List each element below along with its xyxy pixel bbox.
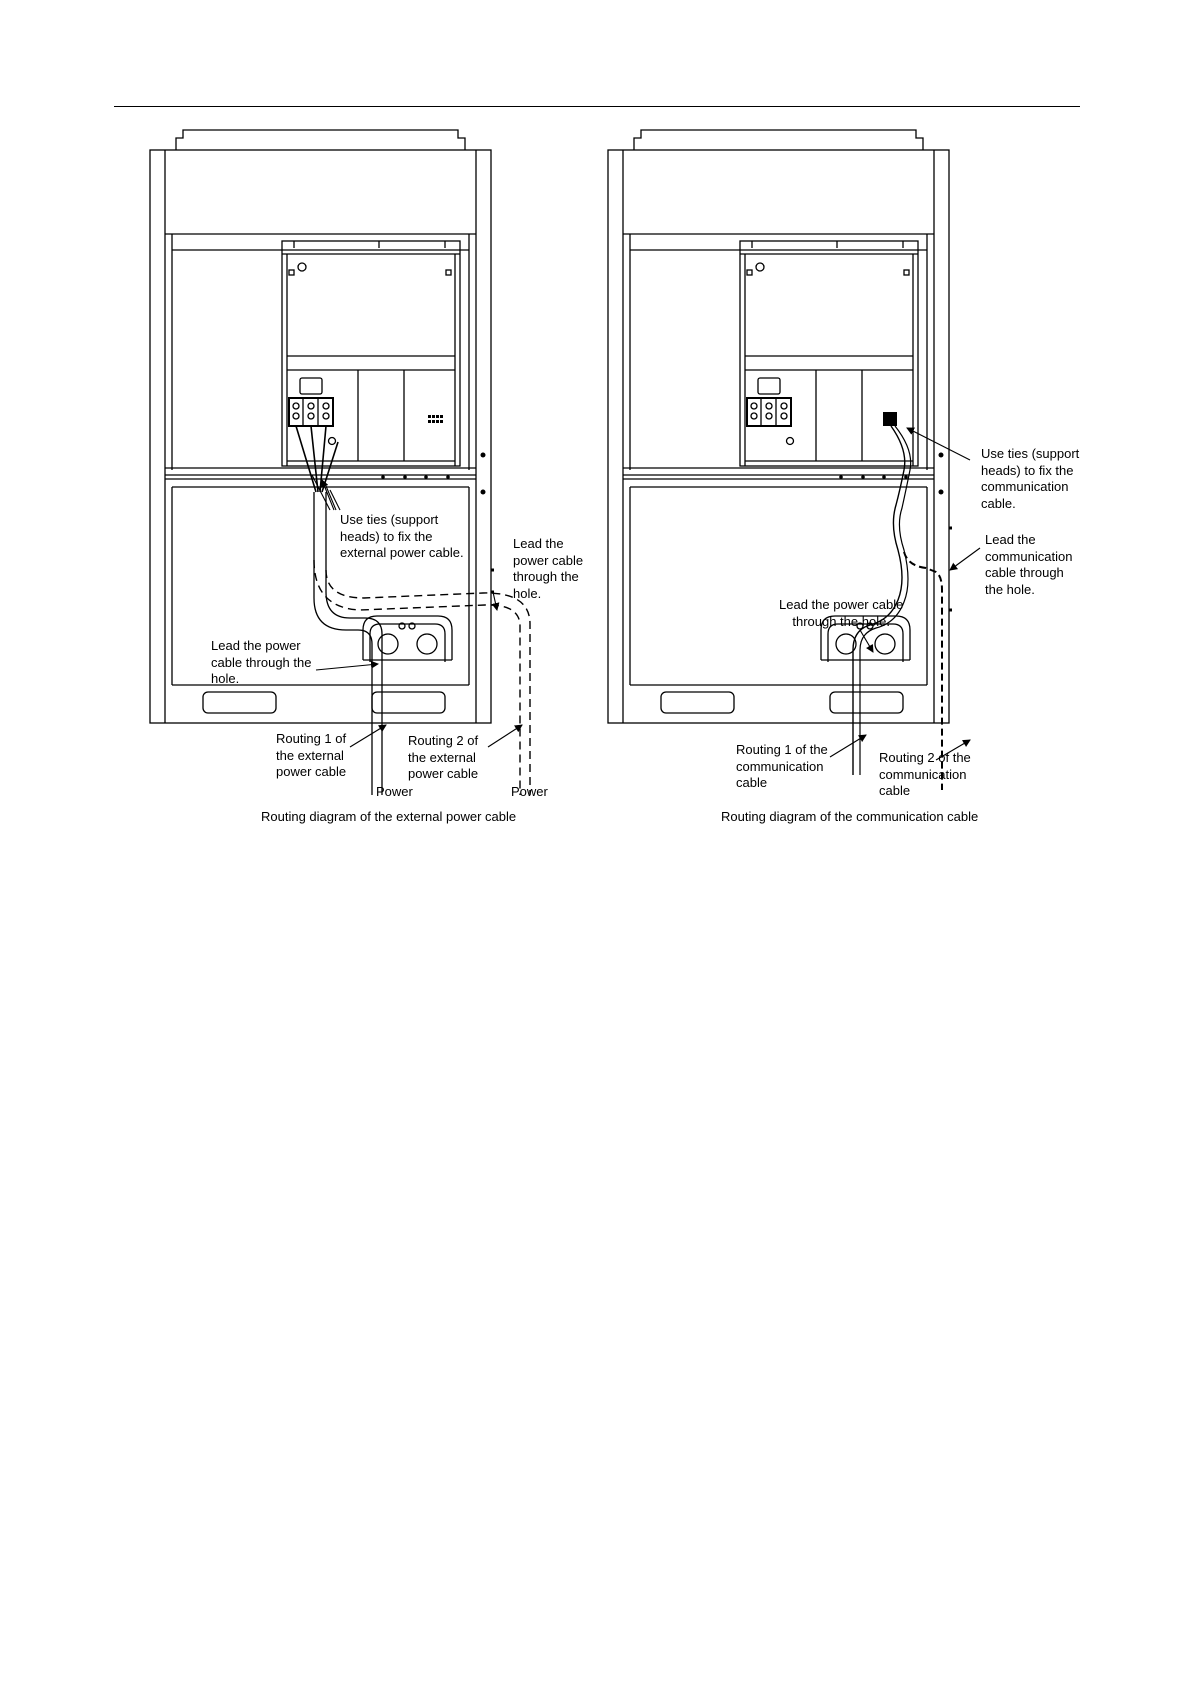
label-use-ties-comm: Use ties (support heads) to fix the communication cable.	[981, 446, 1080, 511]
label-lead-power-right: Lead the power cable through the hole.	[779, 597, 904, 629]
caption-comm-cable: Routing diagram of the communication cable	[721, 809, 979, 824]
label-lead-comm: Lead the communication cable through the hole.	[985, 532, 1073, 597]
label-lead-through-top: Lead the power cable through the hole.	[513, 536, 584, 601]
left-outdoor-unit	[150, 130, 530, 795]
label-routing-1-comm: Routing 1 of the communication cable	[736, 742, 828, 790]
label-routing-2-comm: Routing 2 of the communication cable	[879, 750, 971, 798]
label-use-ties-power: Use ties (support heads) to fix the external power cable.	[340, 512, 464, 560]
label-lead-through-bottom: Lead the power cable through the hole.	[211, 638, 312, 686]
label-routing-1-power: Routing 1 of the external power cable	[276, 731, 347, 779]
label-power-1: Power	[376, 784, 413, 799]
right-outdoor-unit	[608, 130, 952, 790]
caption-power-cable: Routing diagram of the external power cable	[261, 809, 517, 824]
label-routing-2-power: Routing 2 of the external power cable	[408, 733, 479, 781]
label-power-2: Power	[511, 784, 548, 799]
